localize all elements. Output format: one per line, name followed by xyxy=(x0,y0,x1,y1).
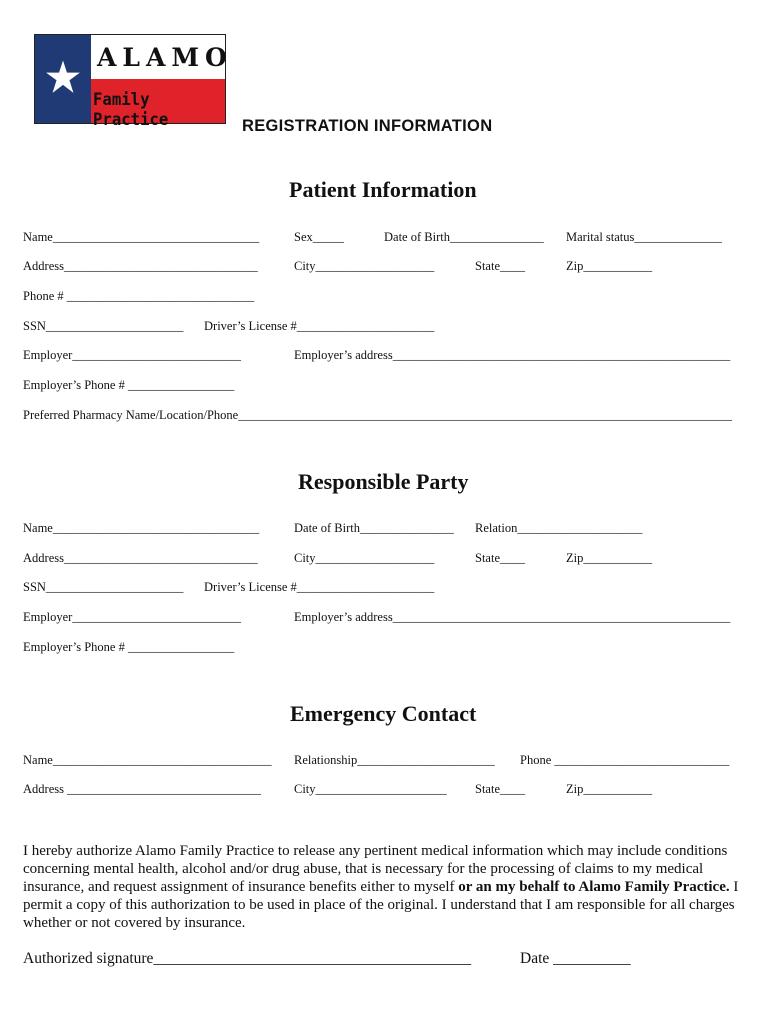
responsible-relation-field[interactable]: Relation____________________ xyxy=(475,521,643,535)
patient-zip-field[interactable]: Zip___________ xyxy=(566,259,653,273)
patient-phone-field[interactable]: Phone # ______________________________ xyxy=(23,289,255,303)
authorized-signature-field[interactable]: Authorized signature_________________________________________ xyxy=(23,950,472,967)
logo-subtitle: Family Practice xyxy=(93,90,169,130)
patient-marital-field[interactable]: Marital status______________ xyxy=(566,230,722,244)
emergency-state-field[interactable]: State____ xyxy=(475,782,525,796)
page-title: REGISTRATION INFORMATION xyxy=(242,117,493,135)
emergency-name-field[interactable]: Name___________________________________ xyxy=(23,753,272,767)
patient-state-field[interactable]: State____ xyxy=(475,259,525,273)
patient-city-field[interactable]: City___________________ xyxy=(294,259,435,273)
patient-name-field[interactable]: Name_________________________________ xyxy=(23,230,260,244)
responsible-dob-field[interactable]: Date of Birth_______________ xyxy=(294,521,454,535)
responsible-address-field[interactable]: Address_______________________________ xyxy=(23,551,258,565)
responsible-employer-address-field[interactable]: Employer’s address______________________________________________________ xyxy=(294,610,731,624)
patient-address-field[interactable]: Address_______________________________ xyxy=(23,259,258,273)
authorization-bold-text: or an my behalf to Alamo Family Practice. xyxy=(458,879,730,895)
alamo-logo xyxy=(34,34,233,130)
patient-sex-field[interactable]: Sex_____ xyxy=(294,230,344,244)
patient-ssn-field[interactable]: SSN______________________ xyxy=(23,319,184,333)
emergency-phone-field[interactable]: Phone ____________________________ xyxy=(520,753,730,767)
emergency-address-field[interactable]: Address _______________________________ xyxy=(23,782,261,796)
patient-dob-field[interactable]: Date of Birth_______________ xyxy=(384,230,544,244)
responsible-employer-phone-field[interactable]: Employer’s Phone # _________________ xyxy=(23,640,235,654)
responsible-state-field[interactable]: State____ xyxy=(475,551,525,565)
responsible-employer-field[interactable]: Employer___________________________ xyxy=(23,610,242,624)
patient-license-field[interactable]: Driver’s License #______________________ xyxy=(204,319,435,333)
patient-employer-phone-field[interactable]: Employer’s Phone # _________________ xyxy=(23,378,235,392)
responsible-section-title: Responsible Party xyxy=(298,469,469,494)
responsible-ssn-field[interactable]: SSN______________________ xyxy=(23,580,184,594)
authorization-paragraph xyxy=(23,842,753,932)
responsible-name-field[interactable]: Name_________________________________ xyxy=(23,521,260,535)
patient-section-title: Patient Information xyxy=(289,177,477,202)
authorization-text-2: I permit a copy of this authorization to be used in place of the original. I understand that I am responsible for all charges whether or not covered by insurance. xyxy=(23,879,739,931)
emergency-zip-field[interactable]: Zip___________ xyxy=(566,782,653,796)
emergency-section-title: Emergency Contact xyxy=(290,701,477,726)
star-icon xyxy=(45,59,81,95)
responsible-license-field[interactable]: Driver’s License #______________________ xyxy=(204,580,435,594)
patient-employer-field[interactable]: Employer___________________________ xyxy=(23,348,242,362)
emergency-city-field[interactable]: City_____________________ xyxy=(294,782,447,796)
authorization-text: I hereby authorize Alamo Family Practice to release any pertinent medical information which may include conditions concerning mental health, alcohol and/or drug abuse, that is necessary for the processing of claims to my medical insurance, and request assignment of insurance benefits either to myself xyxy=(23,843,728,895)
logo-title: ALAMO xyxy=(97,43,233,72)
patient-employer-address-field[interactable]: Employer’s address______________________________________________________ xyxy=(294,348,731,362)
signature-date-field[interactable]: Date __________ xyxy=(520,950,631,967)
emergency-relationship-field[interactable]: Relationship______________________ xyxy=(294,753,495,767)
responsible-zip-field[interactable]: Zip___________ xyxy=(566,551,653,565)
patient-pharmacy-field[interactable]: Preferred Pharmacy Name/Location/Phone_______________________________________________________________________________ xyxy=(23,408,732,422)
responsible-city-field[interactable]: City___________________ xyxy=(294,551,435,565)
